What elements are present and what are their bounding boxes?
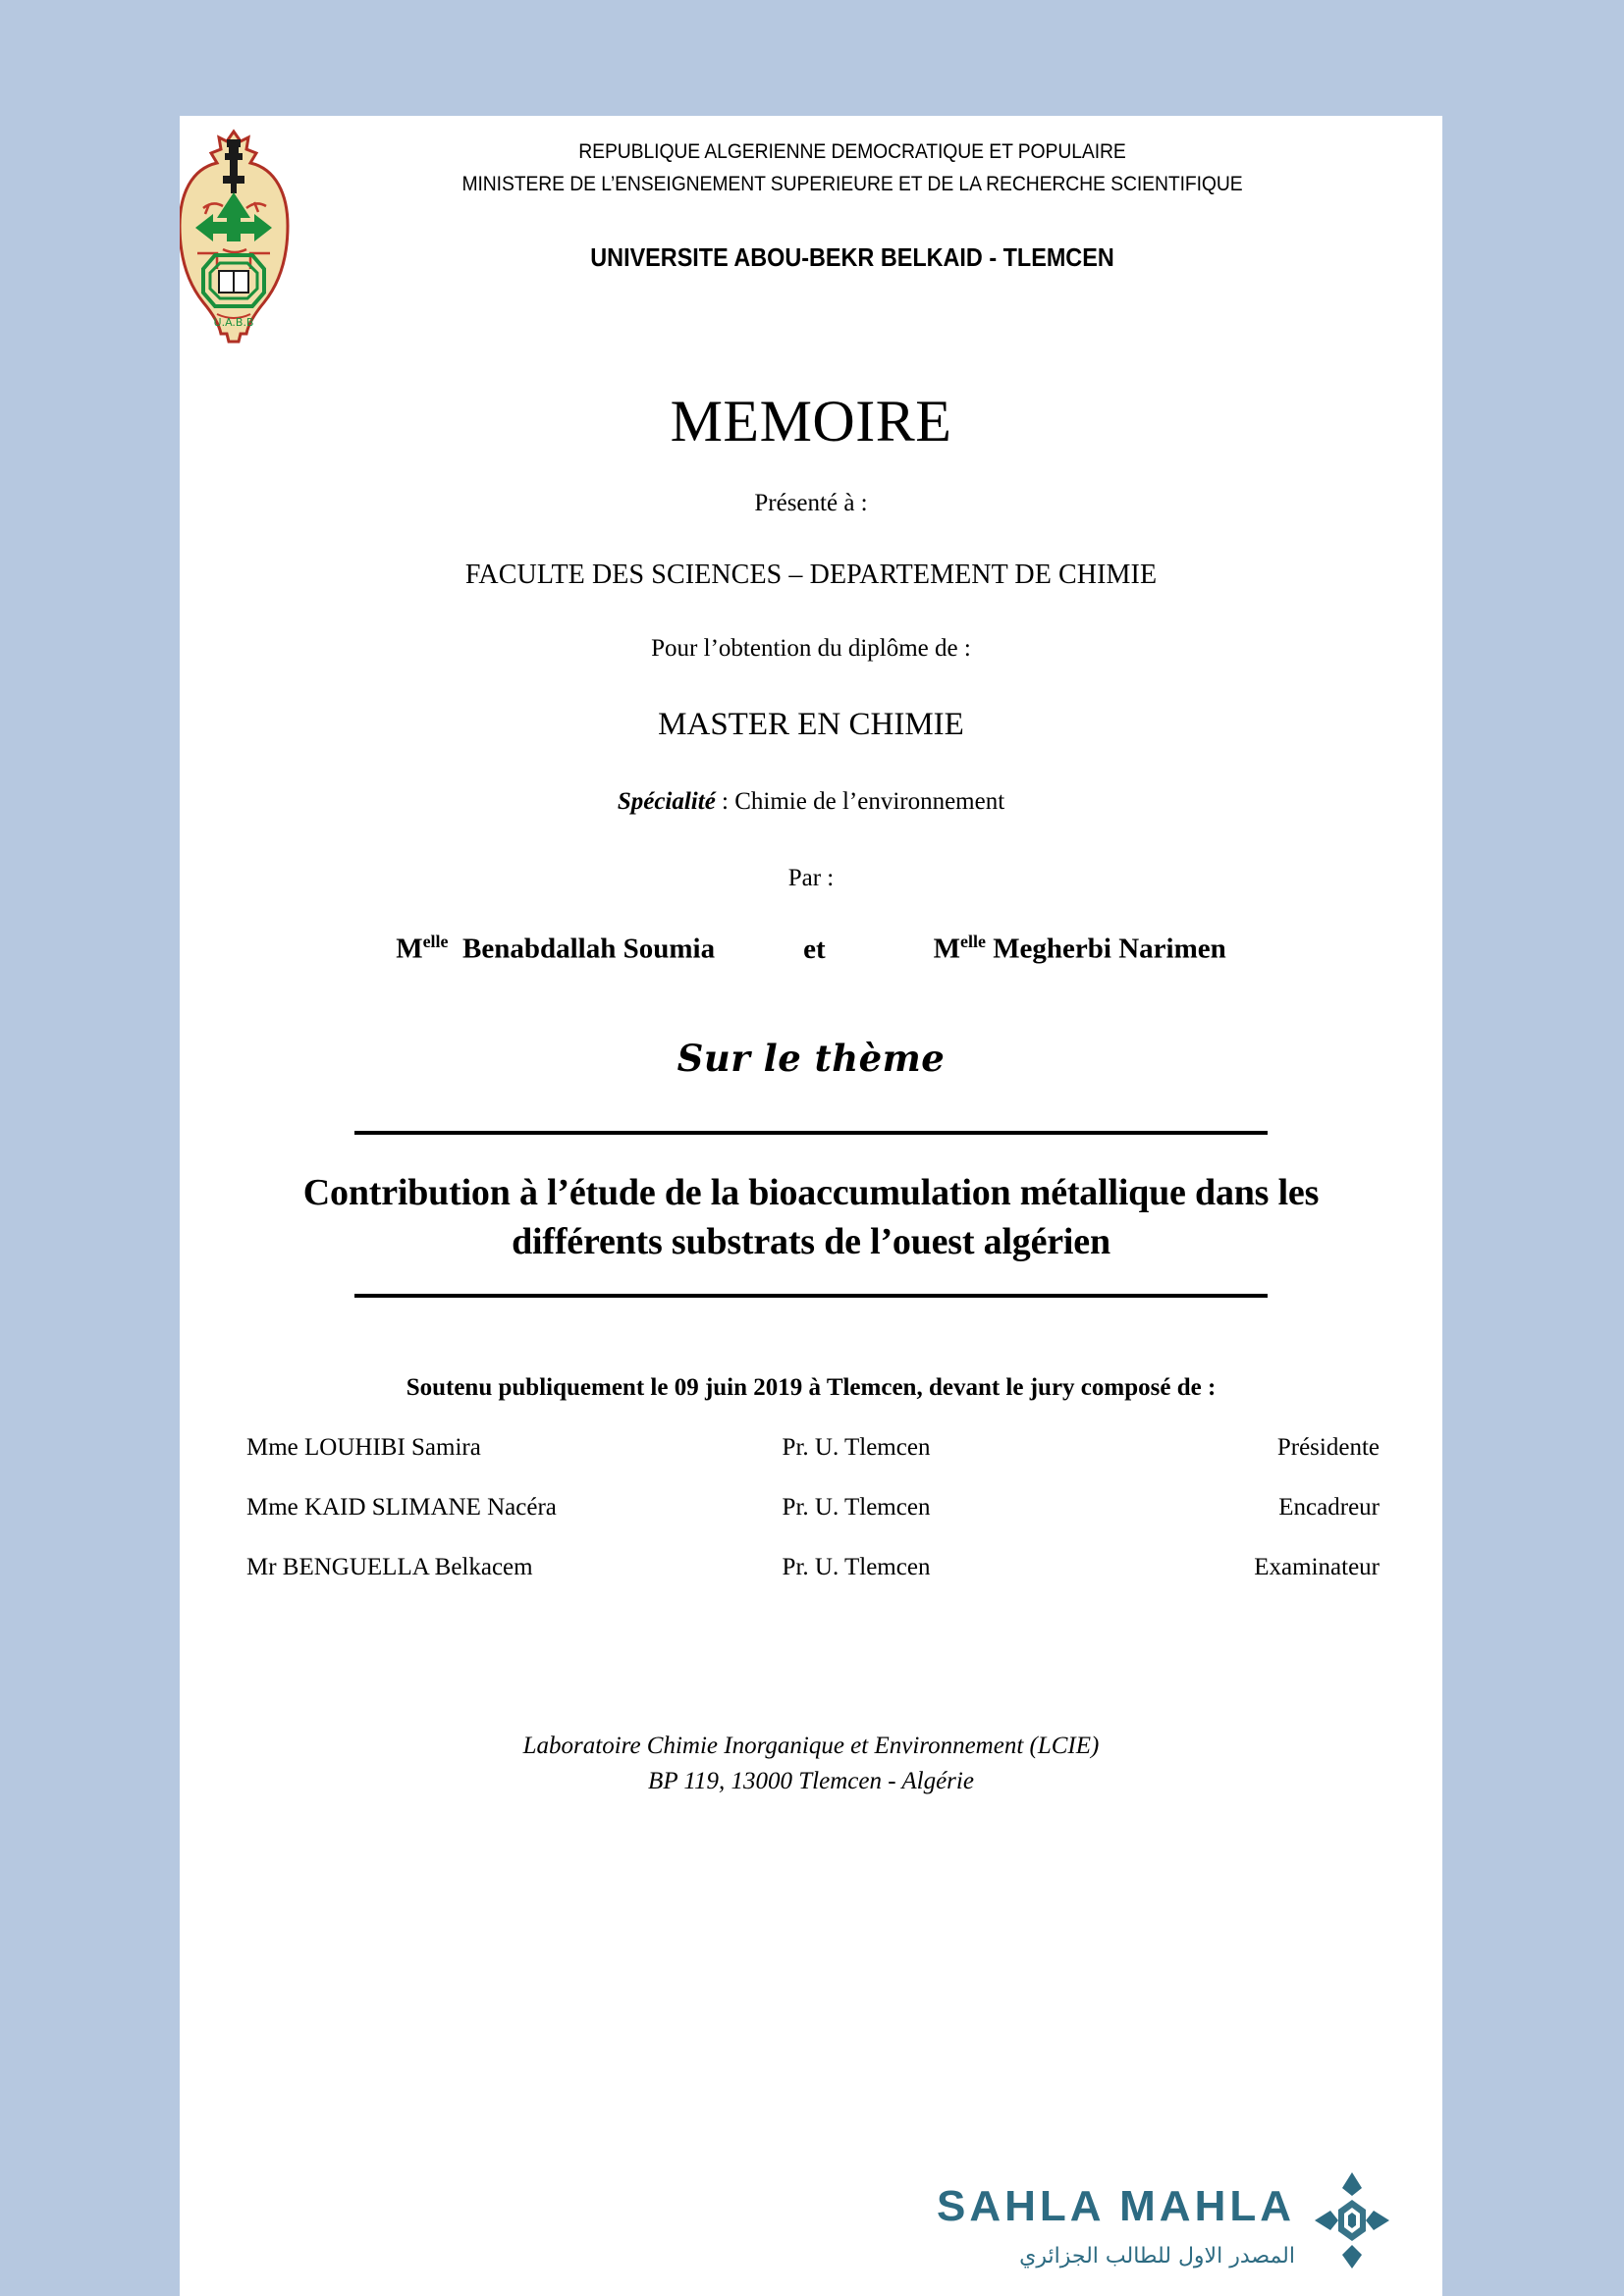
jury-table [217,1434,1405,1581]
author-second-prefix: M [933,933,960,965]
jury-member-affiliation: Pr. U. Tlemcen [782,1493,931,1521]
jury-member-name: Mme LOUHIBI Samira [246,1433,481,1461]
laboratory-address: BP 119, 13000 Tlemcen - Algérie [648,1768,974,1795]
table-row [229,1434,1393,1462]
jury-member-name: Mme KAID SLIMANE Nacéra [246,1493,557,1521]
degree-name: MASTER EN CHIMIE [658,707,964,742]
author-first-prefix: M [396,933,423,965]
university-name: UNIVERSITE ABOU-BEKR BELKAID - TLEMCEN [590,241,1114,272]
title-rule-bottom [354,1294,1268,1298]
jury-member-role: Encadreur [1278,1493,1380,1521]
author-first-name: Benabdallah Soumia [462,933,716,965]
document-page [180,116,1442,2296]
author-second-name: Megherbi Narimen [993,933,1226,965]
laboratory-footer [217,1729,1405,1800]
watermark-arabic-tagline: المصدر الاول للطالب الجزائري [1019,2244,1295,2269]
speciality-line [217,788,1405,816]
document-body [180,391,1442,1799]
author-first [396,932,715,966]
author-second [934,932,1226,966]
speciality-label: Spécialité [617,788,716,815]
authors-conjunction: et [803,933,826,965]
ministry-line: MINISTERE DE L’ENSEIGNEMENT SUPERIEURE ET DE LA RECHERCHE SCIENTIFIQUE [461,172,1243,196]
jury-member-role: Présidente [1276,1433,1380,1461]
watermark-logo-icon [1307,2170,1397,2270]
speciality-value: : Chimie de l’environnement [722,788,1005,815]
authors-row [217,932,1405,966]
ministry-header-block [298,135,1407,273]
jury-member-affiliation: Pr. U. Tlemcen [782,1553,931,1580]
watermark [937,2161,1405,2278]
author-first-prefix-sup: elle [422,932,449,951]
jury-member-name: Mr BENGUELLA Belkacem [246,1553,533,1580]
university-emblem-icon [180,124,298,349]
table-row [229,1494,1393,1522]
jury-member-affiliation: Pr. U. Tlemcen [782,1433,931,1461]
theme-label: Sur le thème [677,1036,946,1080]
degree-purpose-label: Pour l’obtention du diplôme de : [651,635,971,662]
author-second-prefix-sup: elle [960,932,986,951]
document-type-title: MEMOIRE [670,389,952,454]
faculty-line: FACULTE DES SCIENCES – DEPARTEMENT DE CHIMIE [464,560,1158,590]
presented-to-label: Présenté à : [754,490,868,516]
svg-text:U.A.B.B: U.A.B.B [213,316,254,329]
watermark-brand-text: SAHLA MAHLA [937,2182,1295,2230]
thesis-title: Contribution à l’étude de la bioaccumulation métallique dans les différents substrats de l’ouest algérien [302,1171,1320,1262]
by-label: Par : [787,865,835,891]
page-header [180,116,1442,361]
laboratory-name: Laboratoire Chimie Inorganique et Environnement (LCIE) [522,1732,1100,1759]
defense-line: Soutenu publiquement le 09 juin 2019 à Tlemcen, devant le jury composé de : [406,1373,1217,1401]
republic-line: REPUBLIQUE ALGERIENNE DEMOCRATIQUE ET POPULAIRE [578,139,1126,163]
table-row [229,1554,1393,1581]
jury-member-role: Examinateur [1254,1553,1380,1580]
